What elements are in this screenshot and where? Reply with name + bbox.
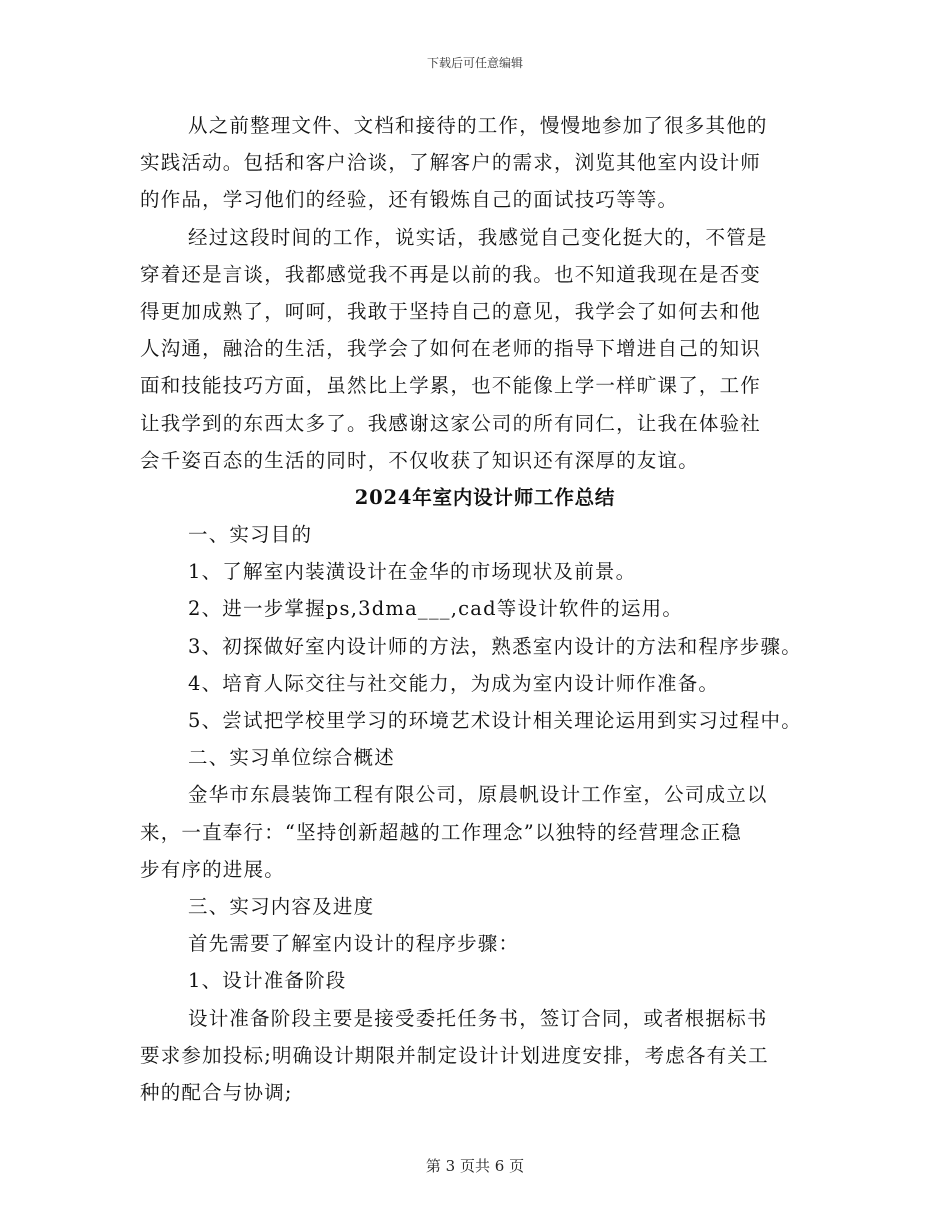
paragraph-line: 首先需要了解室内设计的程序步骤： [188,932,520,956]
paragraph-line: 从之前整理文件、文档和接待的工作，慢慢地参加了很多其他的 [188,114,768,137]
paragraph-line: 经过这段时间的工作，说实话，我感觉自己变化挺大的，不管是 [188,225,768,249]
paragraph-line: 得更加成熟了，呵呵，我敢于坚持自己的意见，我学会了如何去和他 [140,299,762,323]
section-heading: 三、实习内容及进度 [188,894,375,918]
paragraph-line: 的作品，学习他们的经验，还有锻炼自己的面试技巧等等。 [140,188,679,212]
list-item: 3、初探做好室内设计师的方法，熟悉室内设计的方法和程序步骤。 [188,634,802,658]
page-footer: 第 3 页共 6 页 [425,1157,525,1175]
paragraph-line: 设计准备阶段主要是接受委托任务书，签订合同，或者根据标书 [188,1006,768,1030]
page-header: 下载后可任意编辑 [426,56,523,70]
paragraph-line: 实践活动。包括和客户洽谈，了解客户的需求，浏览其他室内设计师 [140,151,762,175]
paragraph-line: 来，一直奉行：“坚持创新超越的工作理念”以独特的经营理念正稳 [140,820,742,844]
list-item: 4、培育人际交往与社交能力，为成为室内设计师作准备。 [188,671,720,695]
sub-heading: 1、设计准备阶段 [188,969,347,993]
paragraph-line: 金华市东晨装饰工程有限公司，原晨帆设计工作室，公司成立以 [188,783,768,807]
list-item: 2、进一步掌握ps,3dma___,cad等设计软件的运用。 [188,597,684,621]
section-heading: 一、实习目的 [188,523,313,547]
section-heading: 二、实习单位综合概述 [188,746,396,770]
paragraph-line: 要求参加投标;明确设计期限并制定设计计划进度安排，考虑各有关工 [140,1043,769,1067]
paragraph-line: 人沟通，融洽的生活，我学会了如何在老师的指导下增进自己的知识 [140,337,762,361]
paragraph-line: 面和技能技巧方面，虽然比上学累，也不能像上学一样旷课了，工作 [140,374,762,398]
paragraph-line: 步有序的进展。 [140,857,285,881]
paragraph-line: 会千姿百态的生活的同时，不仅收获了知识还有深厚的友谊。 [140,448,699,472]
paragraph-line: 让我学到的东西太多了。我感谢这家公司的所有同仁，让我在体验社 [140,411,762,435]
list-item: 1、了解室内装潢设计在金华的市场现状及前景。 [188,560,637,584]
document-title: 2024年室内设计师工作总结 [354,485,616,509]
document-body [140,107,830,1111]
paragraph-line: 穿着还是言谈，我都感觉我不再是以前的我。也不知道我现在是否变 [140,262,762,286]
paragraph-line: 种的配合与协调; [140,1080,293,1104]
list-item: 5、尝试把学校里学习的环境艺术设计相关理论运用到实习过程中。 [188,709,802,732]
